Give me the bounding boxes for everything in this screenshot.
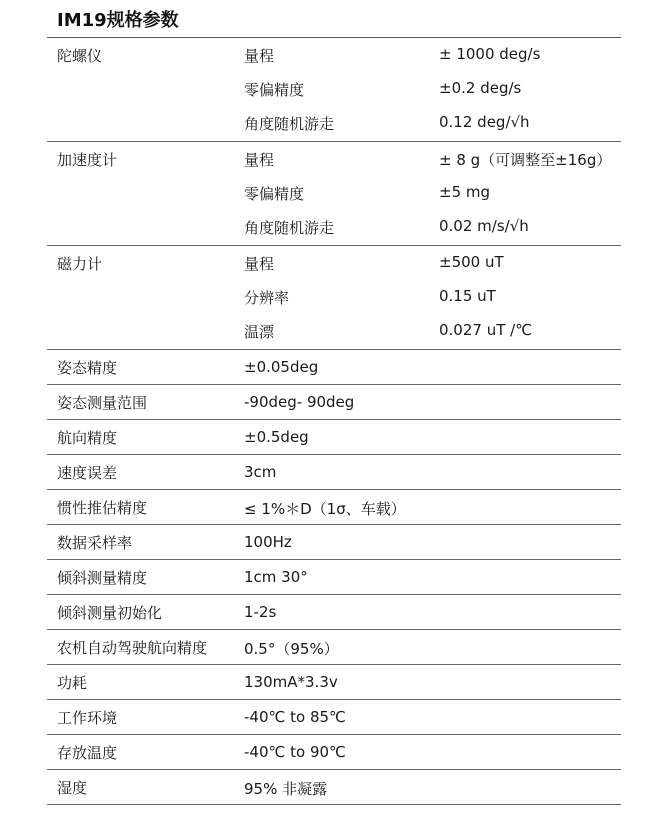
spec-value: ±5 mg	[439, 183, 491, 201]
spec-name: 姿态测量范围	[57, 394, 148, 412]
spec-value: 95% 非凝露	[244, 780, 328, 798]
group-gyroscope	[47, 38, 621, 142]
spec-subrow	[47, 176, 621, 210]
group-magnetometer	[47, 246, 621, 350]
spec-label: 量程	[244, 47, 275, 65]
spec-name: 速度误差	[57, 464, 118, 482]
spec-name: 航向精度	[57, 429, 118, 447]
spec-subrow	[47, 314, 621, 348]
spec-value: ±0.2 deg/s	[439, 79, 522, 97]
spec-label: 角度随机游走	[244, 219, 335, 237]
spec-value: -40℃ to 90℃	[244, 743, 346, 761]
spec-subrow	[47, 280, 621, 314]
table-row	[47, 455, 621, 490]
spec-value: ±0.5deg	[244, 428, 309, 446]
spec-value: 0.12 deg/√h	[439, 113, 530, 131]
spec-label: 量程	[244, 255, 275, 273]
table-row	[47, 560, 621, 595]
spec-label: 零偏精度	[244, 81, 305, 99]
spec-name: 姿态精度	[57, 359, 118, 377]
spec-table	[47, 38, 621, 805]
spec-label: 温漂	[244, 323, 275, 341]
spec-subrow	[47, 210, 621, 244]
spec-name: 数据采样率	[57, 534, 133, 552]
spec-label: 量程	[244, 151, 275, 169]
spec-name: 湿度	[57, 779, 88, 797]
table-row	[47, 595, 621, 630]
table-row	[47, 525, 621, 560]
group-accelerometer	[47, 142, 621, 246]
spec-subrow	[47, 72, 621, 106]
spec-value: ±500 uT	[439, 253, 504, 271]
table-row	[47, 700, 621, 735]
spec-value: ≤ 1%＊D（1σ、车载）	[244, 500, 406, 518]
table-row	[47, 350, 621, 385]
table-row	[47, 490, 621, 525]
spec-name: 农机自动驾驶航向精度	[57, 639, 208, 657]
table-row	[47, 665, 621, 700]
table-row	[47, 420, 621, 455]
spec-value: ± 1000 deg/s	[439, 45, 541, 63]
spec-name: 工作环境	[57, 709, 118, 727]
spec-value: 130mA*3.3v	[244, 673, 338, 691]
spec-value: 0.02 m/s/√h	[439, 217, 529, 235]
table-row	[47, 735, 621, 770]
spec-label: 分辨率	[244, 289, 290, 307]
spec-value: ± 8 g（可调整至±16g）	[439, 151, 612, 169]
page-title: IM19规格参数	[57, 10, 179, 31]
spec-value: ±0.05deg	[244, 358, 319, 376]
spec-value: 0.15 uT	[439, 287, 496, 305]
spec-subrow	[47, 106, 621, 140]
group-name: 陀螺仪	[57, 47, 103, 65]
spec-label: 角度随机游走	[244, 115, 335, 133]
spec-label: 零偏精度	[244, 185, 305, 203]
table-row	[47, 385, 621, 420]
spec-value: 0.5°（95%）	[244, 640, 339, 658]
table-row	[47, 630, 621, 665]
spec-name: 惯性推估精度	[57, 499, 148, 517]
spec-value: 1-2s	[244, 603, 277, 621]
group-name: 磁力计	[57, 255, 103, 273]
table-row	[47, 770, 621, 805]
spec-value: 1cm 30°	[244, 568, 308, 586]
spec-value: -90deg- 90deg	[244, 393, 355, 411]
spec-name: 倾斜测量初始化	[57, 604, 163, 622]
spec-subrow	[47, 142, 621, 176]
spec-name: 功耗	[57, 674, 88, 692]
spec-value: 100Hz	[244, 533, 292, 551]
spec-name: 存放温度	[57, 744, 118, 762]
spec-value: 0.027 uT /℃	[439, 321, 533, 339]
spec-name: 倾斜测量精度	[57, 569, 148, 587]
group-name: 加速度计	[57, 151, 118, 169]
spec-subrow	[47, 246, 621, 280]
spec-value: 3cm	[244, 463, 277, 481]
spec-value: -40℃ to 85℃	[244, 708, 346, 726]
spec-subrow	[47, 38, 621, 72]
